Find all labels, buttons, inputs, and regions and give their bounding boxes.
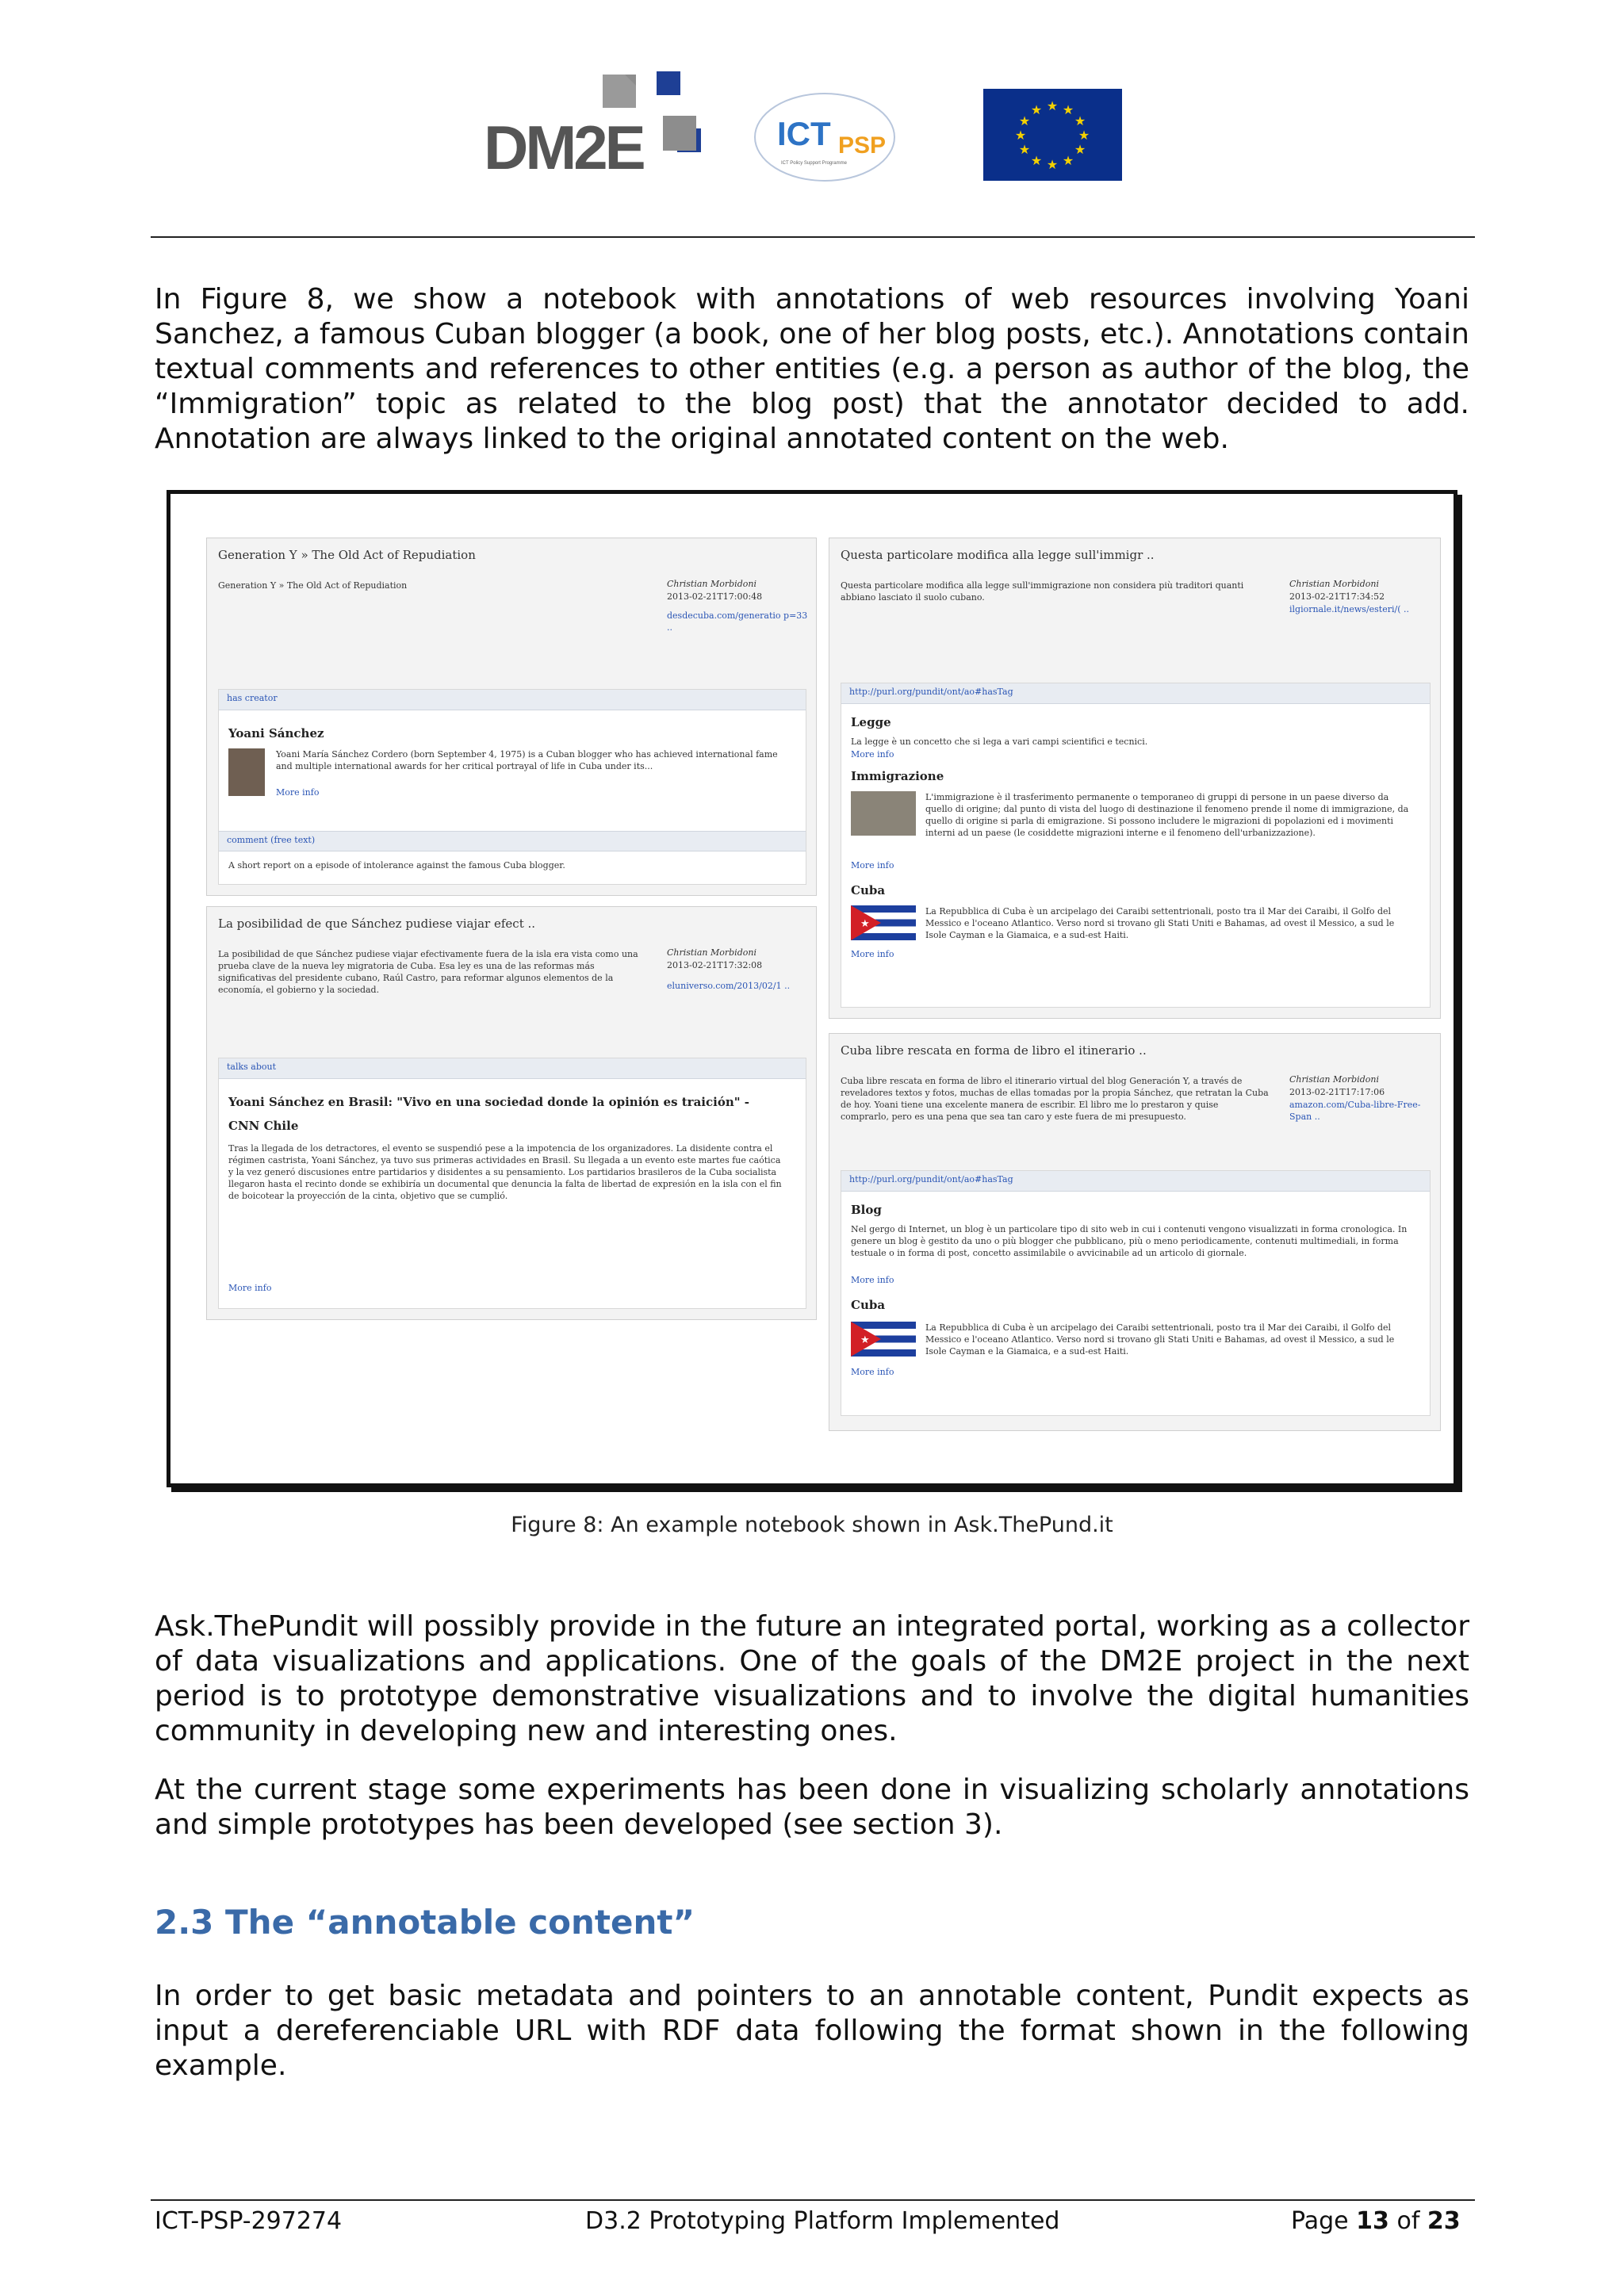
entity-name[interactable]: Cuba (851, 883, 886, 897)
footer-project-id: ICT-PSP-297274 (155, 2207, 343, 2235)
predicate-label: talks about (219, 1058, 806, 1079)
svg-text:★: ★ (1030, 102, 1043, 117)
more-info-link[interactable]: More info (851, 949, 894, 959)
footer-page-number (1291, 2207, 1461, 2235)
annotation-title[interactable]: La posibilidad de que Sánchez pudiese viajar efect .. (218, 916, 536, 931)
svg-text:ICT: ICT (777, 115, 831, 152)
more-info-link[interactable]: More info (851, 860, 894, 871)
entity-description: L'immigrazione è il trasferimento permanente o temporaneo di gruppi di persone in un paese diverso da quello di origine; dal punto di vista del luogo di destinazione il fenomeno prende il nome di immigrazione, da quello di origine si parla di emigrazione. Si possono includere le migrazioni di popolazioni ed i movimenti interni ad un paese (le cosiddette migrazioni interne e il fenomeno dell'urbanizzazione). (925, 792, 1409, 838)
annotation-url[interactable]: desdecuba.com/generatio p=33 .. (667, 610, 808, 633)
more-info-link[interactable]: More info (851, 1275, 894, 1285)
annotation-text: Generation Y » The Old Act of Repudiation (218, 580, 408, 591)
annotation-item (218, 689, 806, 885)
entity-description: La Repubblica di Cuba è un arcipelago dei Caraibi settentrionali, posto tra il Mar dei Caraibi, il Golfo del Messico e l'oceano Atlantico. Verso nord si trovano gli Stati Uniti e Bahamas, ad ovest il Messico, a sud le Isole Cayman e la Giamaica, e a sud-est Haiti. (925, 906, 1395, 940)
entity-name[interactable]: Cuba (851, 1298, 886, 1312)
svg-text:★: ★ (1062, 102, 1074, 117)
svg-text:★: ★ (1074, 113, 1086, 128)
annotation-text: La posibilidad de que Sánchez pudiese viajar efectivamente fuera de la isla era vista como una prueba clave de la nueva ley migratoria de Cuba. Esa ley es una de las reformas más significativas del presidente cubano, Raúl Castro, para reformar algunos elementos de la economía, el gobierno y la sociedad. (218, 949, 638, 995)
svg-text:PSP: PSP (838, 132, 887, 159)
entity-name[interactable]: Immigrazione (851, 769, 944, 783)
more-info-link[interactable]: More info (851, 1367, 894, 1377)
annotation-date: 2013-02-21T17:34:52 (1289, 591, 1385, 602)
svg-text:★: ★ (1046, 157, 1059, 172)
paragraph-annotable: In order to get basic metadata and pointers to an annotable content, Pundit expects as input a dereferenciable URL with RDF data following the format shown in the following example. (155, 1980, 1469, 2082)
footer-rule (151, 2199, 1475, 2201)
page-prefix: Page (1291, 2207, 1357, 2235)
comment-text: A short report on a episode of intolerance against the famous Cuba blogger. (228, 860, 565, 871)
svg-text:★: ★ (1030, 153, 1043, 168)
more-info-link[interactable]: More info (851, 749, 894, 760)
annotation-item (841, 683, 1431, 1008)
annotation-date: 2013-02-21T17:32:08 (667, 960, 763, 970)
annotation-title[interactable]: Questa particolare modifica alla legge sull'immigr .. (841, 548, 1155, 562)
annotation-author: Christian Morbidoni (1289, 1074, 1379, 1085)
more-info-link[interactable]: More info (228, 1283, 272, 1293)
eu-flag-icon (983, 89, 1122, 181)
figure-notebook (159, 484, 1467, 1497)
svg-text:DM2E: DM2E (484, 113, 643, 181)
svg-text:★: ★ (860, 918, 870, 930)
svg-text:ICT Policy Support Programme: ICT Policy Support Programme (781, 161, 847, 166)
predicate-label: http://purl.org/pundit/ont/ao#hasTag (841, 1171, 1430, 1192)
predicate-label: has creator (219, 690, 806, 710)
more-info-link[interactable]: More info (276, 787, 320, 798)
page-of: of (1388, 2207, 1427, 2235)
annotation-title[interactable]: Generation Y » The Old Act of Repudiation (218, 548, 476, 562)
entity-description: Yoani María Sánchez Cordero (born September 4, 1975) is a Cuban blogger who has achieved international fame and multiple international awards for her critical portrayal of life in Cuba under its... (276, 749, 778, 771)
paragraph-intro: In Figure 8, we show a notebook with annotations of web resources involving Yoani Sanchez, a famous Cuban blogger (a book, one of her blog posts, etc.). Annotations contain textual comments and references to other entities (e.g. a person as author of the blog, the “Immigration” topic as related to the blog post) that the annotator decided to add. Annotation are always linked to the original annotated content on the web. (155, 283, 1469, 455)
dm2e-logo (484, 70, 714, 181)
annotation-item (218, 1058, 806, 1309)
entity-name[interactable]: Legge (851, 715, 891, 729)
cuba-flag-icon (851, 1322, 916, 1357)
annotation-url[interactable]: eluniverso.com/2013/02/1 .. (667, 981, 791, 991)
entity-name[interactable]: Yoani Sánchez (228, 726, 324, 740)
figure-frame (167, 490, 1457, 1487)
footer-doc-title: D3.2 Prototyping Platform Implemented (585, 2207, 1060, 2235)
annotation-item (841, 1170, 1431, 1416)
figure-caption: Figure 8: An example notebook shown in Ask.ThePund.it (511, 1513, 1113, 1537)
entity-description: La legge è un concetto che si lega a vari campi scientifici e tecnici. (851, 737, 1148, 747)
ict-psp-logo (749, 75, 900, 186)
entity-name[interactable]: Blog (851, 1203, 882, 1217)
annotation-date: 2013-02-21T17:00:48 (667, 591, 763, 602)
entity-description: Tras la llegada de los detractores, el evento se suspendió pese a la impotencia de los organizadores. La disidente contra el régimen castrista, Yoani Sánchez, ya tuvo sus primeras actividades en Brasil. Su llegada a un evento este martes fue caótica y la vez generó discusiones entre partidarios y disidentes a su pensamiento. Los partidarios brasileros de la Cuba socialista llegaron hasta el recinto donde se exhibiría un documental que denuncia la falta de libertad de expresión en la isla con el fin de boicotear la proyección de la cinta, objetivo que se cumplió. (228, 1143, 782, 1201)
annotation-text: Questa particolare modifica alla legge sull'immigrazione non considera più traditori quanti abbiano lasciato il suolo cubano. (841, 580, 1244, 603)
annotation-author: Christian Morbidoni (1289, 579, 1379, 589)
annotation-date: 2013-02-21T17:17:06 (1289, 1087, 1385, 1097)
annotation-panel (206, 538, 817, 896)
svg-text:★: ★ (1014, 128, 1027, 143)
section-heading: 2.3 The “annotable content” (155, 1903, 695, 1942)
annotation-panel (829, 538, 1441, 1019)
annotation-panel (829, 1033, 1441, 1431)
entity-thumbnail (851, 791, 916, 836)
paragraph-portal: Ask.ThePundit will possibly provide in the future an integrated portal, working as a collector of data visualizations and applications. One of the goals of the DM2E project in the next period is to prototype demonstrative visualizations and to involve the digital humanities community in developing new and interesting ones. (155, 1610, 1469, 1747)
entity-description: La Repubblica di Cuba è un arcipelago dei Caraibi settentrionali, posto tra il Mar dei Caraibi, il Golfo del Messico e l'oceano Atlantico. Verso nord si trovano gli Stati Uniti e Bahamas, ad ovest il Messico, a sud le Isole Cayman e la Giamaica, e a sud-est Haiti. (925, 1322, 1395, 1357)
cuba-flag-icon (851, 905, 916, 940)
annotation-title[interactable]: Cuba libre rescata en forma de libro el itinerario .. (841, 1043, 1147, 1058)
comment-label: comment (free text) (219, 831, 806, 851)
header-rule (151, 236, 1475, 238)
predicate-label: http://purl.org/pundit/ont/ao#hasTag (841, 683, 1430, 704)
entity-description: Nel gergo di Internet, un blog è un particolare tipo di sito web in cui i contenuti vengono visualizzati in forma cronologica. In genere un blog è gestito da uno o più blogger che pubblicano, più o meno periodicamente, contenuti multimediali, in forma testuale o in forma di post, concetto assimilabile o avvicinabile ad un articolo di giornale. (851, 1224, 1408, 1258)
page-current: 13 (1356, 2207, 1389, 2235)
annotation-author: Christian Morbidoni (667, 579, 756, 589)
page-total: 23 (1427, 2207, 1461, 2235)
paragraph-experiments: At the current stage some experiments has been done in visualizing scholarly annotations and simple prototypes has been developed (see section 3). (155, 1774, 1469, 1841)
svg-text:★: ★ (1018, 142, 1031, 157)
svg-text:★: ★ (1074, 142, 1086, 157)
annotation-text: Cuba libre rescata en forma de libro el itinerario virtual del blog Generación Y, a través de reveladores textos y fotos, muchas de ellas tomadas por la propia Sánchez, que retratan la Cuba de hoy. Yoani tiene una excelente manera de escribir. El libro me lo prestaron y quise comprarlo, pero es una pena que sea tan caro y este fuera de mi presupuesto. (841, 1076, 1269, 1122)
svg-text:★: ★ (1078, 128, 1090, 143)
svg-text:★: ★ (1062, 153, 1074, 168)
svg-text:★: ★ (1018, 113, 1031, 128)
annotation-panel (206, 906, 817, 1320)
entity-name[interactable]: Yoani Sánchez en Brasil: "Vivo en una sociedad donde la opinión es traición" - CNN Chile (228, 1095, 749, 1133)
svg-text:★: ★ (1046, 98, 1059, 113)
annotation-url[interactable]: amazon.com/Cuba-libre-Free-Span .. (1289, 1100, 1421, 1122)
svg-text:★: ★ (860, 1334, 870, 1346)
entity-thumbnail (228, 748, 265, 796)
annotation-author: Christian Morbidoni (667, 947, 756, 958)
annotation-url[interactable]: ilgiornale.it/news/esteri/( .. (1289, 604, 1409, 614)
